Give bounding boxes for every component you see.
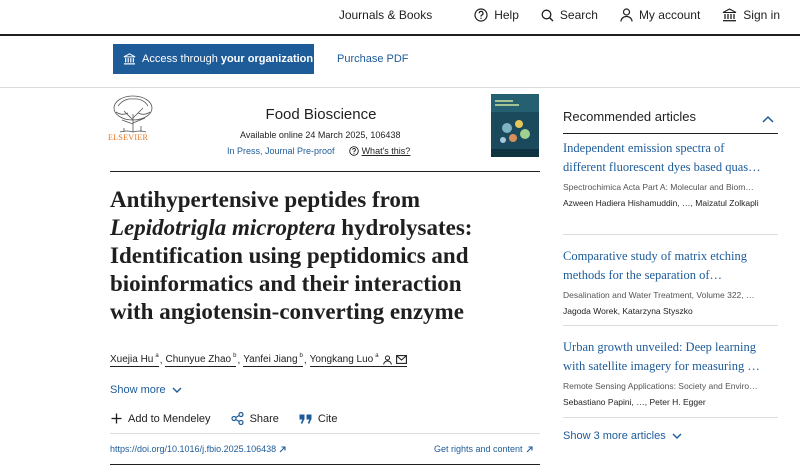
my-account-label: My account <box>638 8 701 22</box>
recommended-divider <box>563 234 778 235</box>
show-more-button[interactable] <box>110 384 182 396</box>
recommended-divider <box>563 417 778 418</box>
external-link-icon <box>526 446 533 453</box>
recommended-article-authors: Jagoda Worek, Katarzyna Styszko <box>563 306 693 316</box>
author-name: Yanfei Jiang <box>243 354 298 365</box>
author-affiliation: b <box>233 352 237 359</box>
article-title-line-3: Identification using peptidomics and <box>110 243 469 268</box>
institution-icon <box>722 8 737 22</box>
my-account-link[interactable] <box>620 8 700 22</box>
author-name: Chunyue Zhao <box>165 354 232 365</box>
cite-label: Cite <box>317 412 338 425</box>
recommended-title-line: with satellite imagery for measuring … <box>563 359 760 373</box>
author-link[interactable] <box>110 354 159 367</box>
author-link[interactable] <box>165 354 236 367</box>
sign-in-label: Sign in <box>743 8 780 22</box>
recommended-article-title-link[interactable] <box>563 338 778 376</box>
access-bar <box>0 36 800 88</box>
access-org-label: your organization <box>220 53 314 65</box>
recommended-article <box>563 139 778 210</box>
recommended-divider <box>563 325 778 326</box>
share-label: Share <box>249 412 279 425</box>
recommended-title-line: different fluorescent dyes based quas… <box>563 160 761 174</box>
author-link[interactable] <box>310 354 407 367</box>
access-organization-button[interactable] <box>113 44 314 74</box>
author-affiliation: b <box>299 352 303 359</box>
article-title-line-1: Antihypertensive peptides from <box>110 187 421 212</box>
help-icon <box>349 146 359 156</box>
sidebar-divider <box>563 133 778 134</box>
search-label: Search <box>559 8 598 22</box>
help-link[interactable] <box>474 8 519 22</box>
email-icon <box>396 355 407 364</box>
author-separator: , <box>237 355 241 366</box>
article-title <box>110 186 540 326</box>
author-name: Yongkang Luo <box>309 354 374 365</box>
get-rights-label: Get rights and content <box>434 444 523 454</box>
sign-in-link[interactable] <box>722 8 780 22</box>
person-icon <box>620 8 633 22</box>
journals-books-link[interactable] <box>339 8 432 22</box>
external-link-icon <box>279 446 286 453</box>
author-link[interactable] <box>243 354 303 367</box>
article-title-line-2-rest: hydrolysates: <box>335 215 473 240</box>
author-affiliation: a <box>155 352 159 359</box>
recommended-article-title-link[interactable] <box>563 139 778 177</box>
journal-cover-art <box>491 94 539 157</box>
header-divider <box>110 171 540 172</box>
article-title-line-2 <box>110 214 540 242</box>
doi-label: https://doi.org/10.1016/j.fbio.2025.106438 <box>110 444 277 454</box>
actions-divider <box>110 433 540 434</box>
recommended-article-title-link[interactable] <box>563 247 778 285</box>
top-nav <box>317 8 780 22</box>
author-separator: , <box>303 355 307 366</box>
show-more-label: Show more <box>110 384 166 396</box>
whats-this-label: What's this? <box>361 146 411 156</box>
journal-title-link[interactable]: Food Bioscience <box>265 106 377 123</box>
recommended-article-source: Spectrochimica Acta Part A: Molecular and Biom… <box>563 182 754 192</box>
doi-link[interactable] <box>110 444 286 454</box>
chevron-up-icon <box>762 115 774 123</box>
author-separator: , <box>159 355 163 366</box>
cite-button[interactable] <box>299 413 338 425</box>
author-affiliation: a <box>375 352 379 359</box>
share-button[interactable] <box>231 412 279 425</box>
search-icon <box>541 9 554 22</box>
person-icon <box>383 355 392 365</box>
recommended-article <box>563 247 778 318</box>
top-navigation-bar <box>0 0 800 36</box>
recommended-article-source: Remote Sensing Applications: Society and Enviro… <box>563 381 758 391</box>
recommended-title-line: Independent emission spectra of <box>563 141 725 155</box>
purchase-pdf-link[interactable]: Purchase PDF <box>337 53 409 65</box>
recommended-article-authors: Azween Hadiera Hishamuddin, …, Maizatul Zolkapli <box>563 198 759 208</box>
recommended-title-line: Urban growth unveiled: Deep learning <box>563 340 756 354</box>
journals-books-label: Journals & Books <box>338 8 433 22</box>
help-icon <box>474 8 488 22</box>
add-to-mendeley-button[interactable] <box>111 413 211 425</box>
access-prefix-label: Access through <box>142 53 218 65</box>
institution-icon <box>123 53 136 65</box>
recommended-article-authors: Sebastiano Papini, …, Peter H. Egger <box>563 397 706 407</box>
chevron-down-icon <box>172 387 182 393</box>
recommended-title-line: Comparative study of matrix etching <box>563 249 747 263</box>
show-more-articles-button[interactable] <box>563 430 682 442</box>
get-rights-link[interactable] <box>434 444 533 454</box>
elsevier-wordmark: ELSEVIER <box>108 133 149 142</box>
article-status <box>227 146 410 156</box>
help-label: Help <box>494 8 519 22</box>
status-label: In Press, Journal Pre-proof <box>227 146 335 156</box>
journal-cover-image[interactable] <box>491 94 539 157</box>
show-more-articles-label: Show 3 more articles <box>563 430 666 442</box>
add-to-mendeley-label: Add to Mendeley <box>128 412 211 425</box>
share-icon <box>231 412 244 425</box>
recommended-article <box>563 338 778 409</box>
availability-date: Available online 24 March 2025, 106438 <box>240 130 401 140</box>
author-list <box>110 354 407 367</box>
whats-this-link[interactable] <box>349 146 411 156</box>
species-name: Lepidotrigla microptera <box>110 215 336 240</box>
quote-icon <box>299 414 312 424</box>
article-title-line-4: bioinformatics and their interaction <box>110 271 462 296</box>
recommended-title-line: methods for the separation of… <box>563 268 722 282</box>
article-title-line-5: with angiotensin-converting enzyme <box>110 299 464 324</box>
chevron-down-icon <box>672 433 682 439</box>
search-link[interactable] <box>541 8 598 22</box>
recommended-article-source: Desalination and Water Treatment, Volume 322, … <box>563 290 755 300</box>
plus-icon <box>111 413 122 424</box>
article-actions <box>111 412 357 425</box>
collapse-recommended-button[interactable] <box>762 110 774 128</box>
recommended-articles-heading: Recommended articles <box>563 109 696 124</box>
author-name: Xuejia Hu <box>110 354 154 365</box>
